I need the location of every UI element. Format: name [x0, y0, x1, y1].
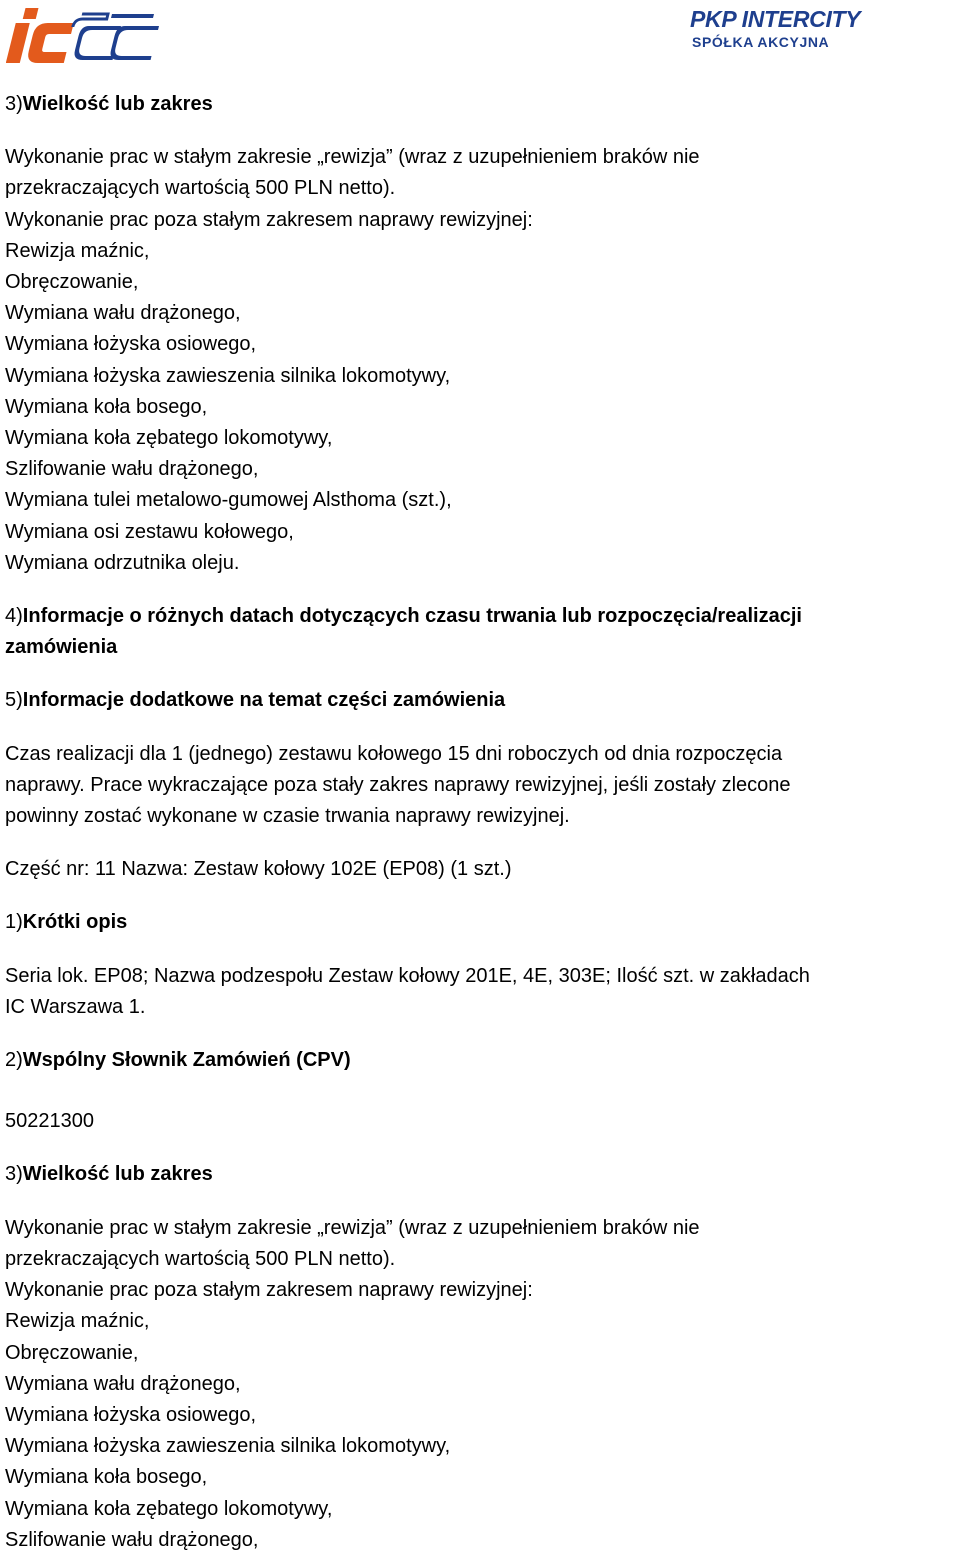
pkp-logo-title: PKP INTERCITY: [690, 6, 861, 32]
section-scope-1: [5, 89, 957, 120]
cpv-code-block: [5, 1106, 957, 1137]
paragraph-line: powinny zostać wykonane w czasie trwania naprawy rewizyjnej.: [5, 805, 570, 828]
cpv-code: 50221300: [5, 1110, 94, 1133]
section-additional: [5, 685, 957, 716]
section-scope-1-body: [5, 142, 957, 579]
list-item: Wymiana osi zestawu kołowego,: [5, 520, 294, 543]
list-item: Wymiana koła bosego,: [5, 395, 208, 418]
list-item: Wymiana tulei metalowo-gumowej Alsthoma (szt.),: [5, 489, 452, 512]
section-heading: 2)Wspólny Słownik Zamówień (CPV): [5, 1049, 351, 1072]
section-heading-continued: zamówienia: [5, 636, 118, 659]
section-dates: [5, 601, 957, 663]
paragraph-line: Wykonanie prac w stałym zakresie „rewizja” (wraz z uzupełnieniem braków nie: [5, 1216, 700, 1239]
section-cpv: [5, 1045, 957, 1076]
list-item: Rewizja maźnic,: [5, 239, 150, 262]
list-item: Wymiana koła zębatego lokomotywy,: [5, 427, 333, 450]
section-short-description-body: [5, 961, 957, 1023]
pkp-logo-subtitle: SPÓŁKA AKCYJNA: [692, 34, 830, 50]
paragraph-line: Seria lok. EP08; Nazwa podzespołu Zestaw kołowy 201E, 4E, 303E; Ilość szt. w zakładach: [5, 964, 810, 987]
paragraph-line: przekraczających wartością 500 PLN netto).: [5, 1247, 396, 1270]
list-item: Rewizja maźnic,: [5, 1310, 150, 1333]
part-heading: Część nr: 11 Nazwa: Zestaw kołowy 102E (EP08) (1 szt.): [5, 858, 512, 881]
section-heading: 1)Krótki opis: [5, 911, 128, 934]
section-short-description: [5, 907, 957, 938]
list-item: Wymiana łożyska osiowego,: [5, 1403, 257, 1426]
paragraph-line: Wykonanie prac w stałym zakresie „rewizja” (wraz z uzupełnieniem braków nie: [5, 146, 700, 169]
list-item: Wymiana wału drążonego,: [5, 302, 241, 325]
pkp-intercity-logo: [690, 6, 900, 50]
paragraph-line: IC Warszawa 1.: [5, 995, 146, 1018]
paragraph-line: Wykonanie prac poza stałym zakresem naprawy rewizyjnej:: [5, 1279, 533, 1302]
section-heading: 5)Informacje dodatkowe na temat części zamówienia: [5, 689, 506, 712]
list-item: Szlifowanie wału drążonego,: [5, 1528, 259, 1551]
section-additional-body: [5, 739, 957, 833]
section-scope-2: [5, 1159, 957, 1190]
paragraph-line: naprawy. Prace wykraczające poza stały zakres naprawy rewizyjnej, jeśli zostały zlecone: [5, 773, 791, 796]
list-item: Obręczowanie,: [5, 271, 139, 294]
list-item: Wymiana łożyska osiowego,: [5, 333, 257, 356]
ic-logo: [6, 6, 172, 66]
paragraph-line: Wykonanie prac poza stałym zakresem naprawy rewizyjnej:: [5, 208, 533, 231]
list-item: Wymiana koła zębatego lokomotywy,: [5, 1497, 333, 1520]
list-item: Wymiana wału drążonego,: [5, 1372, 241, 1395]
section-heading: 3)Wielkość lub zakres: [5, 93, 213, 115]
document-body: [5, 89, 957, 1556]
list-item: Wymiana łożyska zawieszenia silnika lokomotywy,: [5, 364, 451, 387]
section-heading: 3)Wielkość lub zakres: [5, 1163, 213, 1186]
list-item: Wymiana łożyska zawieszenia silnika lokomotywy,: [5, 1435, 451, 1458]
paragraph-line: Czas realizacji dla 1 (jednego) zestawu kołowego 15 dni roboczych od dnia rozpoczęcia: [5, 742, 783, 765]
list-item: Wymiana koła bosego,: [5, 1466, 208, 1489]
list-item: Wymiana odrzutnika oleju.: [5, 551, 240, 574]
section-heading: 4)Informacje o różnych datach dotyczących czasu trwania lub rozpoczęcia/realizacji: [5, 605, 802, 628]
list-item: Obręczowanie,: [5, 1341, 139, 1364]
list-item: Szlifowanie wału drążonego,: [5, 458, 259, 481]
part-title: [5, 854, 957, 885]
section-scope-2-body: [5, 1213, 957, 1556]
paragraph-line: przekraczających wartością 500 PLN netto).: [5, 177, 396, 200]
